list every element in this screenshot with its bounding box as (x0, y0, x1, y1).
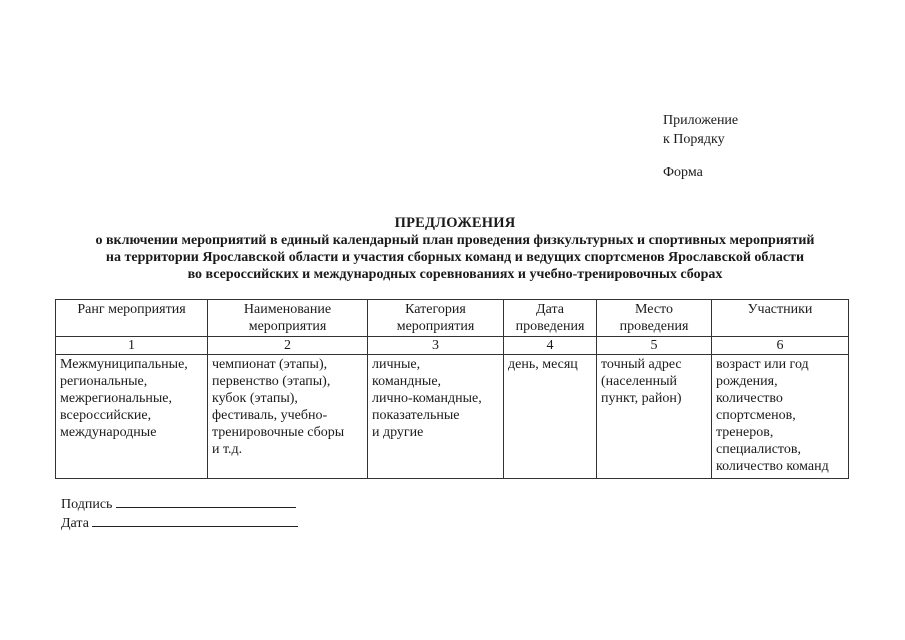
table-header-row (56, 300, 849, 337)
cell-place: точный адрес (населенный пункт, район) (597, 355, 712, 479)
column-number: 5 (597, 337, 712, 355)
signature-row (61, 494, 298, 513)
table-row (56, 355, 849, 479)
column-number: 3 (368, 337, 504, 355)
header-category: Категория мероприятия (368, 300, 504, 337)
form-label: Форма (663, 165, 703, 180)
document-title (40, 215, 870, 283)
signature-line[interactable] (116, 494, 296, 508)
date-row (61, 513, 298, 532)
cell-name: чемпионат (этапы), первенство (этапы), кубок (этапы), фестиваль, учебно- тренировочные сборы и т.д. (208, 355, 368, 479)
appendix-note (663, 111, 738, 149)
signature-label: Подпись (61, 497, 113, 512)
column-number-row (56, 337, 849, 355)
date-label: Дата (61, 516, 89, 531)
cell-participants: возраст или год рождения, количество спортсменов, тренеров, специалистов, количество команд (712, 355, 849, 479)
title-line-3: во всероссийских и международных соревнованиях и учебно-тренировочных сборах (187, 267, 723, 282)
column-number: 4 (504, 337, 597, 355)
cell-rank: Межмуниципальные, региональные, межрегиональные, всероссийские, международные (56, 355, 208, 479)
column-number: 1 (56, 337, 208, 355)
header-name: Наименование мероприятия (208, 300, 368, 337)
appendix-line-2: к Порядку (663, 132, 725, 147)
appendix-line-1: Приложение (663, 113, 739, 128)
title-main: ПРЕДЛОЖЕНИЯ (394, 215, 516, 231)
header-place: Место проведения (597, 300, 712, 337)
title-line-1: о включении мероприятий в единый календарный план проведения физкультурных и спортивных мероприятий (95, 233, 815, 248)
title-line-2: на территории Ярославской области и участия сборных команд и ведущих спортсменов Ярославской области (105, 250, 805, 265)
column-number: 2 (208, 337, 368, 355)
header-rank: Ранг мероприятия (56, 300, 208, 337)
events-table (55, 299, 849, 479)
cell-category: личные, командные, лично-командные, показательные и другие (368, 355, 504, 479)
column-number: 6 (712, 337, 849, 355)
header-date: Дата проведения (504, 300, 597, 337)
header-participants: Участники (712, 300, 849, 337)
cell-date: день, месяц (504, 355, 597, 479)
date-line[interactable] (92, 513, 298, 527)
signature-block (61, 494, 298, 532)
